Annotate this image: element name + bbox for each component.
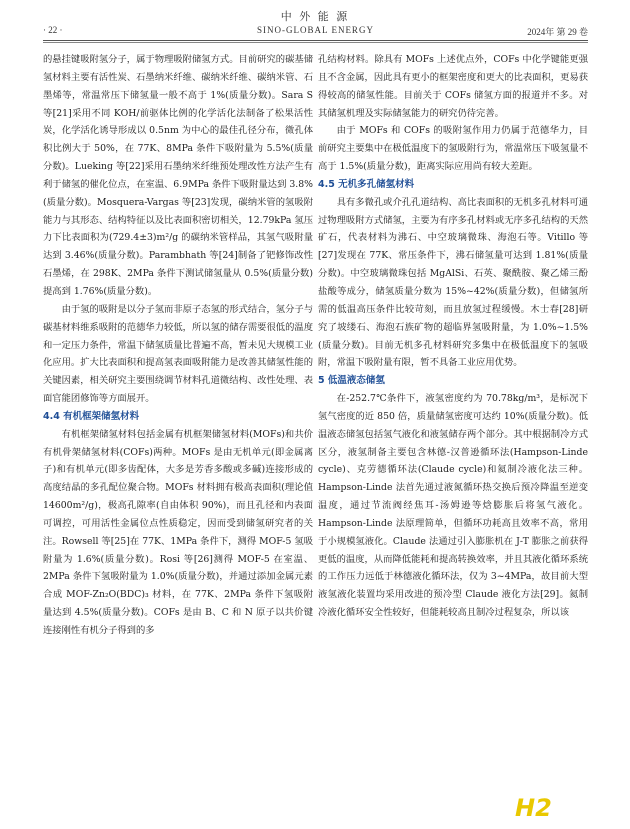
header-rule-thin — [43, 42, 588, 43]
running-header — [43, 25, 588, 39]
left-column — [43, 51, 313, 640]
paragraph: 具有多微孔或介孔孔道结构、高比表面积的无机多孔材料可通过物理吸附方式储氢，主要为有序多孔材料或无序多孔结构的天然矿石，代表材料为沸石、中空玻璃微珠、海泡石等。Vitillo 等[27]发现在 77K、常压条件下，沸石储氢量可达到 1.81%(质量分数)。中空玻璃微珠包括 MgAlSi、石英、聚酰胺、聚乙烯三酚盐酸等成分，储氢质量分数为 15%~42%(质量分数)，但储氢所需的低温高压条件比较苛刻，而且放氢过程缓慢。木士春[28]研究了坡缕石、海泡石族矿物的超临界氢吸附量，为 1.0%~1.5%(质量分数)。目前无机多孔材料研究多集中在极低温度下的氢吸附，常温下吸附量有限，暂不具备工业应用优势。 — [318, 196, 588, 369]
paragraph: 由于 MOFs 和 COFs 的吸附氢作用力仍属于范德华力，目前研究主要集中在极低温度下的氢吸附行为，常温常压下吸氢量不高于 1.5%(质量分数)，距离实际应用尚有较大差距。 — [318, 125, 588, 173]
right-column — [318, 51, 588, 622]
paragraph: 有机框架储氢材料包括金属有机框架储氢材料(MOFs)和共价有机骨架储氢材料(COFs)两种。MOFs 是由无机单元(即金属离子)和有机单元(即多齿配体，大多是芳香多酸或多碱)连接形成的高度结晶的多孔配位聚合物。MOFs 材料拥有极高表面积(理论值 14600m²/g)，极高孔隙率(自由体积 90%)，而且孔径和内表面可调控，可用活性金属位点性质稳定，因而受到储氢研究者的关注。Rowsell 等[25]在 77K、1MPa 条件下，测得 MOF-5 氢吸附量为 1.6%(质量分数)。Rosi 等[26]测得 MOF-5 在室温、2MPa 条件下氢吸附量为 1.0%(质量分数)，并通过添加金属元素合成 MOF-Zn₂O(BDC)₃ 材料，在 77K、2MPa 条件下氢吸附量达到 4.5%(质量分数)。COFs 是由 B、C 和 N 原子以共价键连接刚性有机分子得到的多 — [43, 428, 313, 636]
page-number: · 22 · — [43, 25, 63, 35]
paragraph: 的悬挂键吸附氢分子，属于物理吸附储氢方式。目前研究的碳基储氢材料主要有活性炭、石墨纳米纤维、碳纳米纤维、碳纳米管、石墨烯等，常温常压下储氢量一般不高于 1%(质量分数)。Sara S 等[21]采用不同 KOH/前驱体比例的化学活化法制备了松果活性炭，化学活化诱导形成以 0.5nm 为中心的最佳孔径分布，微孔体积比例大于 50%，在 77K、8MPa 条件下吸附量为 5.5%(质量分数)。Lueking 等[22]采用石墨纳米纤维预处理改性方法产生有利于储氢的催化位点，在室温、6.9MPa 条件下吸附量达到 3.8%(质量分数)。Mosquera-Vargas 等[23]发现，碳纳米管的氢吸附能力与其形态、结构特征以及比表面积密切相关，12.79kPa 氢压力下比表面积为(729.4±3)m²/g 的碳纳米管样品，其氢气吸附量达到 3.46%(质量分数)。Parambhath 等[24]制备了钯修饰改性石墨烯，在 298K、2MPa 条件下测试储氢量从 0.5%(质量分数)提高到 1.76%(质量分数)。 — [43, 54, 313, 297]
watermark-logo — [505, 790, 575, 824]
watermark-text: H2 — [515, 794, 552, 822]
journal-title: 中 外 能 源 — [280, 10, 350, 23]
section-heading-4-4: 4.4 有机框架储氢材料 — [43, 410, 140, 422]
section-heading-4-5: 4.5 无机多孔储氢材料 — [318, 178, 415, 190]
paragraph: 孔结构材料。除具有 MOFs 上述优点外，COFs 中化学键能更强且不含金属，因此具有更小的框架密度和更大的比表面积，更易获得较高的储氢性能。目前关于 COFs 储氢方面的报道并不多。对其储氢机理及实际储氢能力的研究仍待完善。 — [318, 54, 588, 119]
year-volume: 2024年 第 29 卷 — [527, 27, 588, 37]
paragraph: 由于氢的吸附是以分子氢而非原子态氢的形式结合，氢分子与碳基材料维系吸附的范德华力较低，所以氢的储存需要很低的温度和一定压力条件，常温下储氢质量比普遍不高，暂未见大规模工业化应用。扩大比表面积和提高氢表面吸附能力是改善其储氢性能的关键因素，相关研究主要围绕调节材料孔道微结构、改性处理、表面官能团修饰等方面展开。 — [43, 303, 313, 405]
paragraph: 在-252.7℃条件下，液氢密度约为 70.78kg/m³，是标况下氢气密度的近 850 倍，质量储氢密度可达约 10%(质量分数)。低温液态储氢包括氢气液化和液氢储存两个部分。其中根据制冷方式区分，液氢制备主要包含林德-汉普逊循环法(Hampson-Linde cycle)、克劳德循环法(Claude cycle)和氦制冷液化法三种。Hampson-Linde 法首先通过液氮循环热交换后预冷降温至逆变温度，通过节流阀经焦耳-汤姆逊等焓膨胀后将氢气液化。Hampson-Linde 法原理简单，但循环功耗高且效率不高，常用于小规模氢液化。Claude 法通过引入膨胀机在 J-T 膨胀之前获得更低的温度，从而降低能耗和提高转换效率，并且其液化循环系统的工作压力远低于林德液化循环法，仅为 3~4MPa，故目前大型液氢液化装置均采用改进的预冷型 Claude 液化方法[29]。氦制冷液化循环安全性较好，但能耗较高且制冷过程复杂，所以该 — [318, 393, 588, 619]
header-rule — [43, 40, 588, 41]
journal-title-en: SINO-GLOBAL ENERGY — [257, 25, 374, 35]
section-heading-5: 5 低温液态储氢 — [318, 375, 385, 387]
